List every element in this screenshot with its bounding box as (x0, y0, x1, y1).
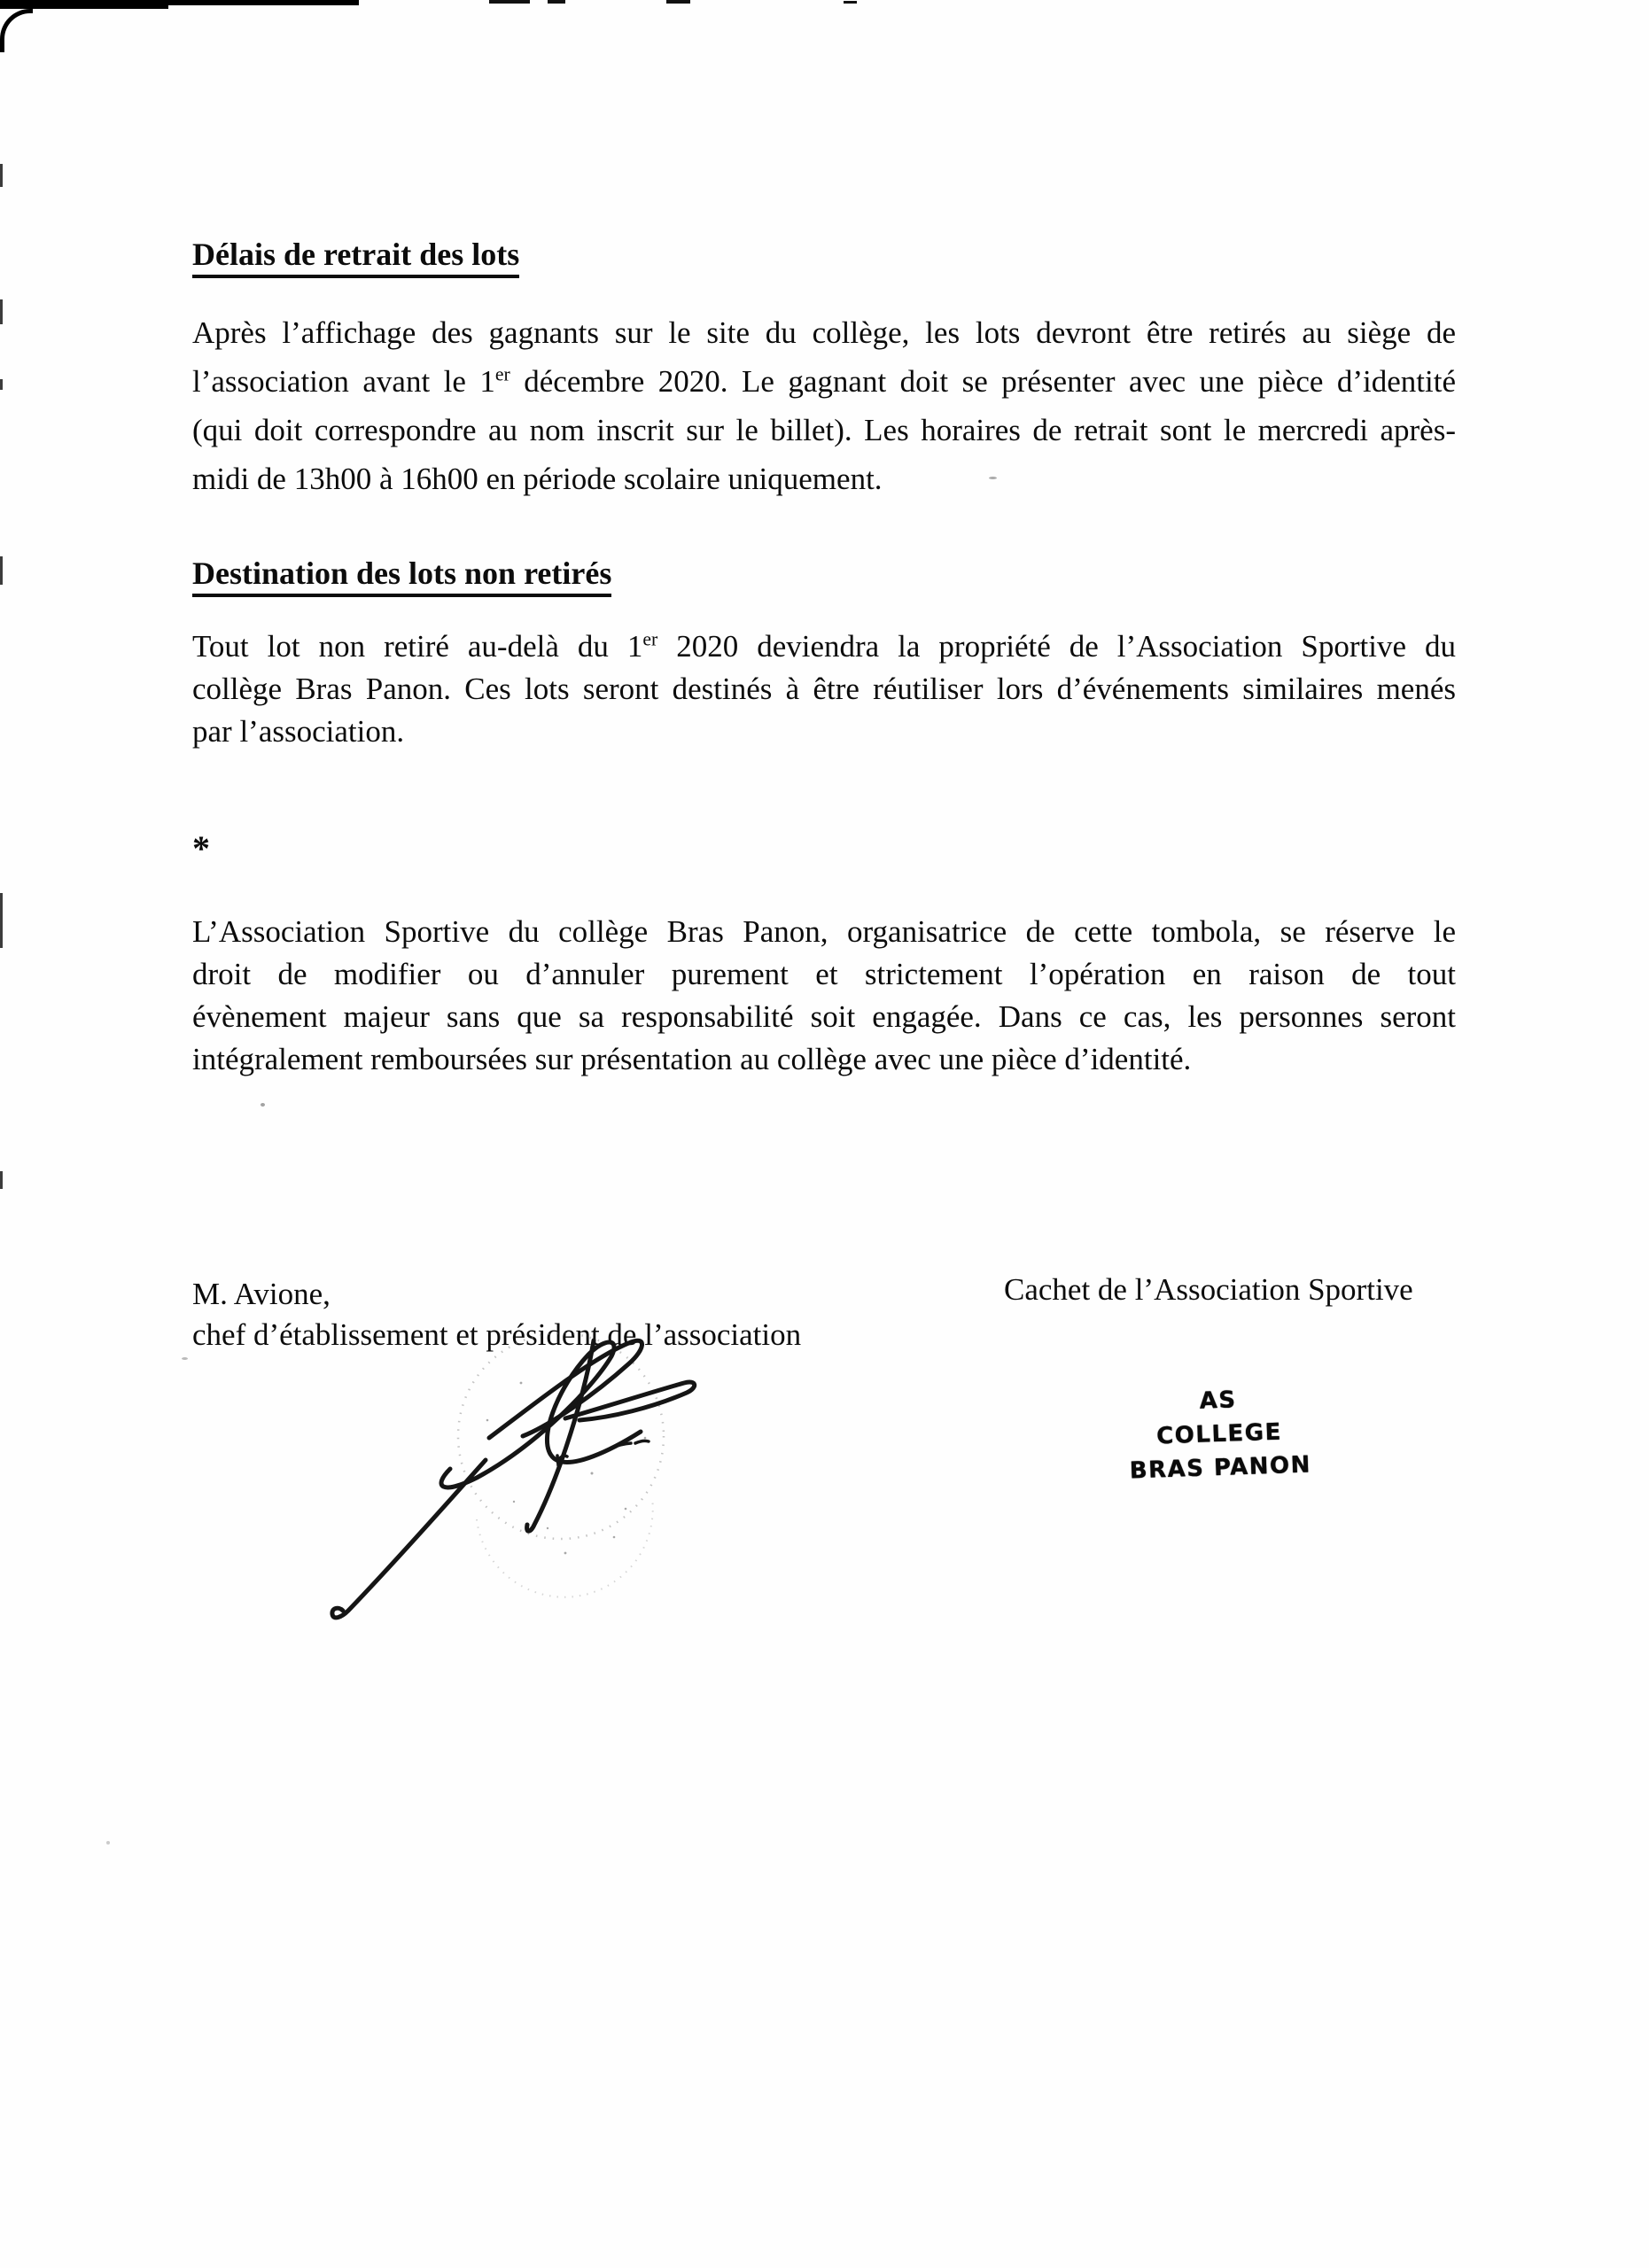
text-line: Après l’affichage des gagnants sur le site du collège, les lots devront être retirés au siège de (192, 315, 1456, 350)
signature-tail (332, 1460, 486, 1618)
stamp-line-college: COLLEGE (1155, 1418, 1283, 1450)
text-line: par l’association. (192, 714, 405, 749)
section-heading-destination (192, 555, 611, 592)
stamp-caption: Cachet de l’Association Sportive (1004, 1272, 1413, 1307)
scan-artifact-left-edge (0, 299, 3, 324)
stamp-line-as: AS (1199, 1386, 1238, 1415)
signer-name: M. Avione, (192, 1277, 331, 1311)
footnote-asterisk: * (192, 828, 210, 868)
scan-artifact-left-edge (0, 556, 3, 585)
handwritten-signature (299, 1332, 743, 1686)
section-heading-delais (192, 236, 519, 273)
paragraph-destination (192, 625, 1456, 753)
ordinal-superscript: er (494, 363, 510, 385)
text-line: (qui doit correspondre au nom inscrit sur le billet). Les horaires de retrait sont le mercredi après- (192, 413, 1456, 447)
text-line: midi de 13h00 à 16h00 en période scolaire uniquement. (192, 462, 883, 496)
scan-artifact-left-edge (0, 379, 3, 390)
signer-title: chef d’établissement et président de l’association (192, 1317, 802, 1352)
stamp-impression-arc (477, 1498, 653, 1597)
scan-artifact-tick (489, 0, 530, 4)
text-run: Tout lot non retiré au-delà du 1 (192, 629, 643, 664)
heading-text: Destination des lots non retirés (192, 555, 611, 597)
scan-artifact-tick (666, 0, 690, 4)
text-line: droit de modifier ou d’annuler purement et strictement l’opération en raison de tout (192, 957, 1456, 991)
scan-artifact-tick (548, 0, 565, 4)
text-run: 2020 deviendra la propriété de l’Association Sportive du (657, 629, 1456, 664)
scan-speck (261, 1103, 265, 1107)
stamp-line-bras-panon: BRAS PANON (1129, 1451, 1312, 1485)
scan-speck (106, 1841, 110, 1845)
scan-artifact-top-edge-thin (0, 0, 359, 5)
text-line: intégralement remboursées sur présentation au collège avec une pièce d’identité. (192, 1042, 1192, 1076)
scan-artifact-corner (0, 9, 33, 52)
text-line: L’Association Sportive du collège Bras Panon, organisatrice de cette tombola, se réserve le (192, 914, 1456, 949)
ordinal-superscript: er (642, 628, 658, 650)
heading-text: Délais de retrait des lots (192, 237, 519, 278)
text-line: collège Bras Panon. Ces lots seront destinés à être réutiliser lors d’événements similaires menés (192, 672, 1456, 706)
text-run: décembre 2020. Le gagnant doit se présenter avec une pièce d’identité (509, 364, 1456, 399)
text-run: l’association avant le 1 (192, 364, 495, 399)
association-stamp (1109, 1380, 1329, 1488)
text-line (192, 625, 1456, 668)
scan-artifact-tick (844, 1, 857, 4)
scan-artifact-left-edge (0, 1171, 3, 1189)
text-line: évènement majeur sans que sa responsabilité soit engagée. Dans ce cas, les personnes seront (192, 999, 1456, 1034)
signature-strokes (332, 1340, 695, 1618)
scan-artifact-left-edge (0, 893, 3, 948)
scan-speck (182, 1357, 188, 1360)
paragraph-reserve (192, 911, 1456, 1081)
paragraph-retrait (192, 308, 1456, 503)
scan-artifact-left-edge (0, 164, 3, 187)
text-line (192, 357, 1456, 406)
